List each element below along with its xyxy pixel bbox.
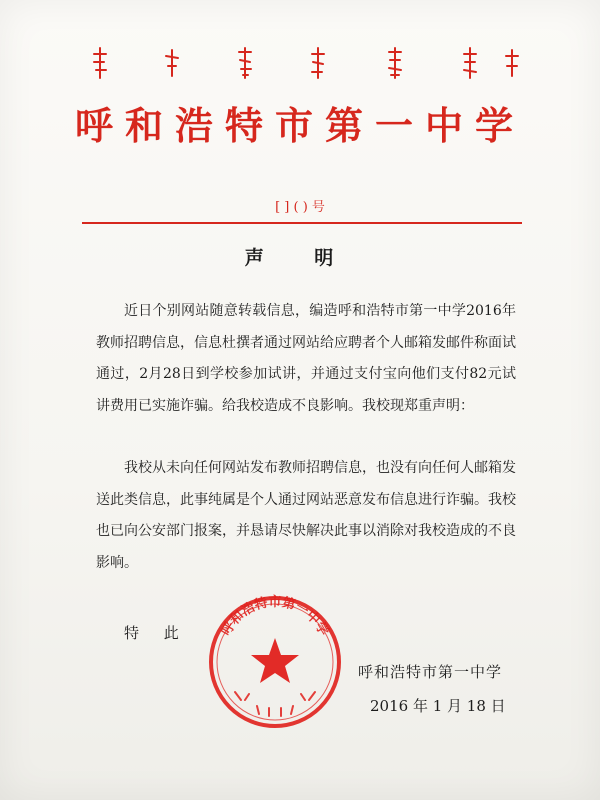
signature-organization: 呼和浩特市第一中学 (358, 663, 503, 681)
svg-text:呼和浩特市第一中学: 呼和浩特市第一中学 (218, 595, 332, 639)
document-number: [ ] ( ) 号 (275, 200, 325, 215)
red-divider-line (82, 222, 522, 224)
body-paragraph-1: 近日个别网站随意转载信息，编造呼和浩特市第一中学2016年教师招聘信息，信息杜撰者通过网站给应聘者个人邮箱发邮件称面试通过，2月28日到学校参加试讲，并通过支付宝向他们支付82元试讲费用已实施诈骗。给我校造成不良影响。我校现郑重声明： (96, 303, 516, 414)
signature-date: 2016 年 1 月 18 日 (370, 697, 506, 715)
org-title: 呼和浩特市第一中学 (74, 104, 525, 148)
official-seal-stamp (205, 592, 345, 732)
closing-text: 特 此 (124, 624, 189, 642)
document-title: 声 明 (244, 247, 356, 269)
body-paragraph-2: 我校从未向任何网站发布教师招聘信息，也没有向任何人邮箱发送此类信息，此事纯属是个人通过网站恶意发布信息进行诈骗。我校也已向公安部门报案，并恳请尽快解决此事以消除对我校造成的不良影响。 (96, 460, 516, 571)
mongolian-script-header (60, 42, 530, 82)
